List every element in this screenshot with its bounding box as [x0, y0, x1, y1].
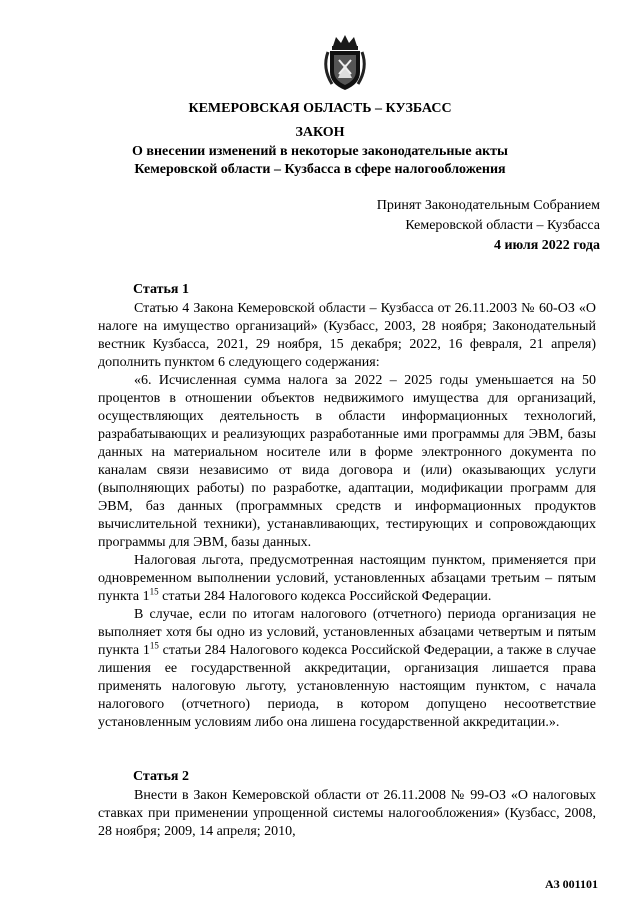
text-run: статьи 284 Налогового кодекса Российской Федерации. [158, 589, 492, 604]
coat-of-arms-icon [320, 34, 370, 92]
text-run: В случае, если по итогам налогового (отчетного) периода организация не выполняет хотя бы одно из условий, установленных абзацами четвертым и пятым пункта 1 [98, 607, 596, 658]
law-title-line: Кемеровской области – Кузбасса в сфере налогообложения [134, 162, 506, 177]
serial-number: АЗ 001101 [544, 877, 598, 891]
paragraph: «6. Исчисленная сумма налога за 2022 – 2025 годы уменьшается на 50 процентов в отношении объектов недвижимого имущества для организаций, осуществляющих деятельность в области информационных технологий, разрабатывающих и реализующих разработанные ими программы для ЭВМ, базы данных на материальном носителе или в форме электронного документа по каналам связи независимо от вида договора и (или) оказывающих услуги (выполняющих работы) по разработке, адаптации, модификации программ для ЭВМ, баз данных (программных средств и информационных продуктов вычислительной техники), устанавливающих, тестирующих и сопровождающих программы для ЭВМ, базы данных. [98, 373, 596, 550]
paragraph [98, 606, 596, 732]
paragraph: Внести в Закон Кемеровской области от 26.11.2008 № 99-ОЗ «О налоговых ставках при применении упрощенной системы налогообложения» (Кузбасс, 2008, 28 ноября; 2009, 14 апреля; 2010, [98, 788, 596, 839]
article-1-body [98, 300, 596, 732]
paragraph [98, 552, 596, 606]
document-type: ЗАКОН [295, 125, 345, 140]
superscript: 15 [149, 640, 159, 651]
article-1-heading: Статья 1 [133, 282, 189, 297]
text-run: статьи 284 Налогового кодекса Российской Федерации, а также в случае лишения ее государственной аккредитации, организация лишается права применять налоговую льготу, установленную настоящим пунктом, с начала налогового (отчетного) периода, в котором допущено несоответствие установленным условиям либо она лишена государственной аккредитации.». [98, 643, 596, 730]
law-title [80, 143, 560, 179]
region-heading: КЕМЕРОВСКАЯ ОБЛАСТЬ – КУЗБАСС [188, 101, 452, 116]
article-2-heading: Статья 2 [133, 769, 189, 784]
text-run: Налоговая льгота, предусмотренная настоящим пунктом, применяется при одновременном выполнении условий, установленных абзацами третьим – пятым пункта 1 [98, 553, 596, 604]
adoption-line: Кемеровской области – Кузбасса [405, 218, 600, 233]
superscript: 15 [149, 586, 159, 597]
adoption-line: Принят Законодательным Собранием [376, 198, 600, 213]
law-title-line: О внесении изменений в некоторые законодательные акты [132, 144, 508, 159]
adoption-date: 4 июля 2022 года [493, 238, 600, 253]
adoption-block [377, 196, 600, 256]
paragraph: Статью 4 Закона Кемеровской области – Кузбасса от 26.11.2003 № 60-ОЗ «О налоге на имущество организаций» (Кузбасс, 2003, 28 ноября; Законодательный вестник Кузбасса, 2021, 29 ноября, 15 декабря; 2022, 16 февраля, 21 апреля) дополнить пунктом 6 следующего содержания: [98, 301, 596, 370]
article-2-body [98, 787, 596, 841]
